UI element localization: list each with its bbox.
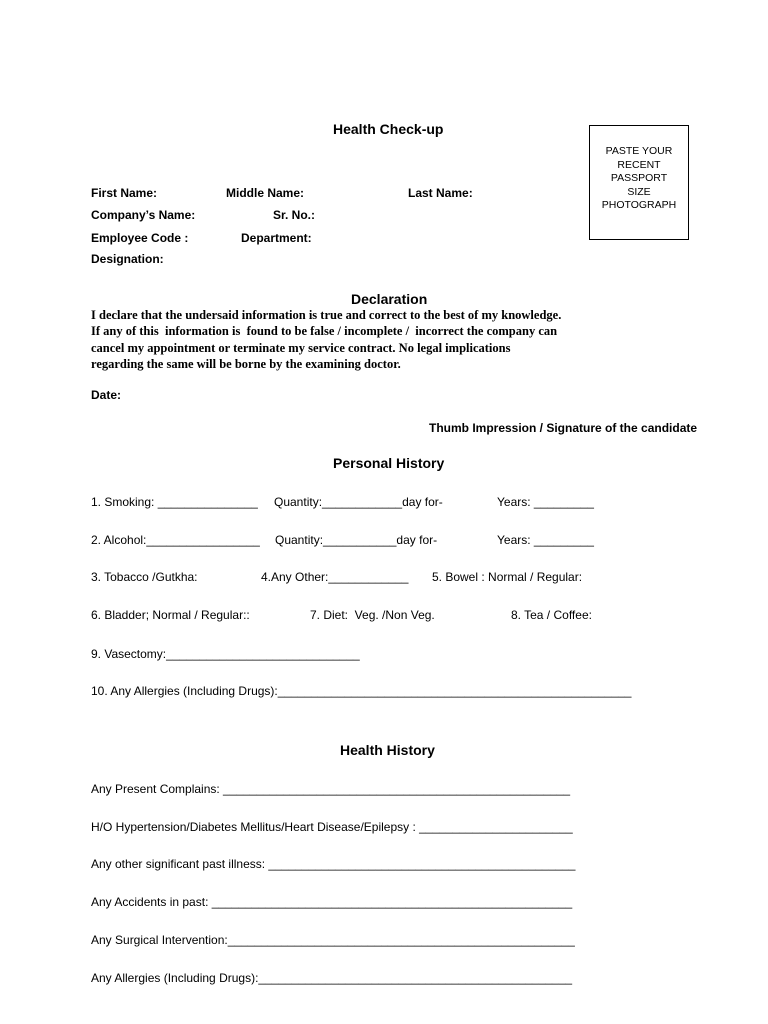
middle-name-field[interactable]: Middle Name: — [226, 186, 305, 200]
declaration-heading: Declaration — [351, 291, 428, 307]
declaration-line: cancel my appointment or terminate my service contract. No legal implications — [91, 341, 511, 355]
company-name-field[interactable]: Company’s Name: — [91, 208, 196, 222]
hypertension-history-field[interactable]: H/O Hypertension/Diabetes Mellitus/Heart Disease/Epilepsy : _______________________ — [91, 820, 573, 834]
photo-box-line: PHOTOGRAPH — [601, 199, 677, 211]
photo-box-line: PASTE YOUR — [605, 145, 673, 157]
smoking-field[interactable]: 1. Smoking: _______________ — [91, 495, 258, 509]
declaration-line: I declare that the undersaid information is true and correct to the best of my knowledge. — [91, 308, 562, 322]
vasectomy-field[interactable]: 9. Vasectomy:_____________________________ — [91, 647, 360, 661]
last-name-field[interactable]: Last Name: — [408, 186, 473, 200]
photo-box-line: PASSPORT — [610, 172, 668, 184]
employee-code-field[interactable]: Employee Code : — [91, 231, 189, 245]
first-name-field[interactable]: First Name: — [91, 186, 158, 200]
photo-box-line: RECENT — [617, 158, 661, 171]
present-complains-field[interactable]: Any Present Complains: ____________________________________________________ — [91, 782, 571, 796]
alcohol-field[interactable]: 2. Alcohol:_________________ — [91, 533, 260, 547]
accidents-field[interactable]: Any Accidents in past: ______________________________________________________ — [91, 895, 573, 909]
designation-field[interactable]: Designation: — [91, 252, 164, 266]
smoking-years-field[interactable]: Years: _________ — [497, 495, 594, 509]
passport-photo-box[interactable] — [589, 125, 689, 240]
sr-no-field[interactable]: Sr. No.: — [273, 208, 316, 222]
department-field[interactable]: Department: — [241, 231, 312, 245]
allergies-field[interactable]: 10. Any Allergies (Including Drugs):_____________________________________________________ — [91, 684, 632, 698]
alcohol-quantity-field[interactable]: Quantity:___________day for- — [275, 533, 438, 547]
signature-label: Thumb Impression / Signature of the candidate — [429, 421, 698, 435]
surgical-intervention-field[interactable]: Any Surgical Intervention:____________________________________________________ — [91, 933, 575, 947]
alcohol-years-field[interactable]: Years: _________ — [497, 533, 594, 547]
tea-coffee-field[interactable]: 8. Tea / Coffee: — [511, 608, 592, 622]
health-history-heading: Health History — [340, 742, 435, 758]
form-title: Health Check-up — [333, 121, 444, 137]
personal-history-heading: Personal History — [333, 455, 445, 471]
photo-box-line: SIZE — [627, 185, 651, 198]
tobacco-field[interactable]: 3. Tobacco /Gutkha: — [91, 570, 198, 584]
bowel-field[interactable]: 5. Bowel : Normal / Regular: — [432, 570, 583, 584]
declaration-line: If any of this information is found to be false / incomplete / incorrect the company can — [91, 324, 558, 338]
diet-field[interactable]: 7. Diet: Veg. /Non Veg. — [310, 608, 435, 622]
declaration-line: regarding the same will be borne by the examining doctor. — [91, 357, 401, 371]
bladder-field[interactable]: 6. Bladder; Normal / Regular:: — [91, 608, 250, 622]
smoking-quantity-field[interactable]: Quantity:____________day for- — [274, 495, 443, 509]
past-illness-field[interactable]: Any other significant past illness: ______________________________________________ — [91, 857, 576, 871]
health-allergies-field[interactable]: Any Allergies (Including Drugs):_______________________________________________ — [91, 971, 573, 985]
any-other-field[interactable]: 4.Any Other:____________ — [261, 570, 409, 584]
date-field[interactable]: Date: — [91, 388, 122, 402]
